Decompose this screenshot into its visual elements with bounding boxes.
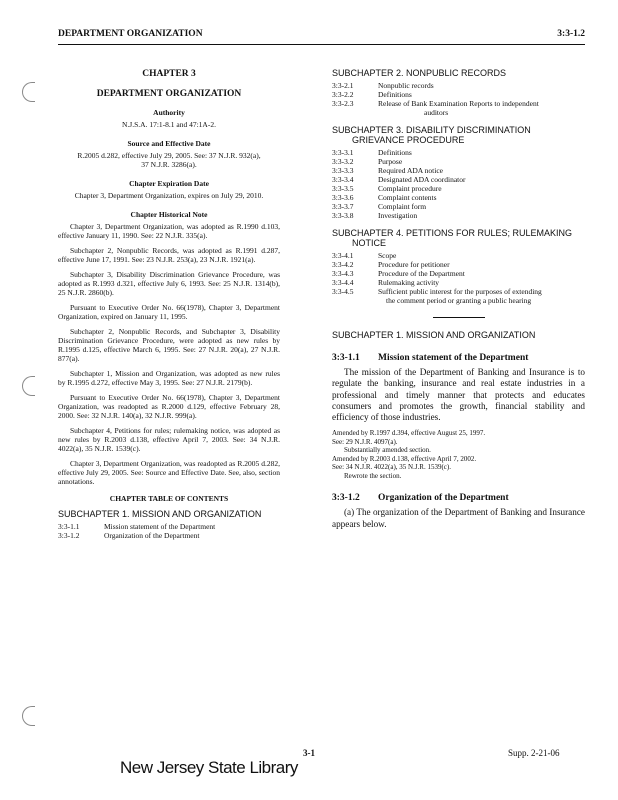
toc-entry-title: Procedure of the Department [378,268,465,278]
section-number: 3:3-1.1 [332,353,360,363]
chapter-title: DEPARTMENT ORGANIZATION [96,89,242,99]
toc-subchapter-title: SUBCHAPTER 2. NONPUBLIC RECORDS [332,68,507,78]
section-body-text: The mission of the Department of Banking and Insurance is to regulate the banking, insurance and real estate industries in a professional and timely manner that protects and educates consumers and promotes the growth, financial stability and efficiency of those industries. [332,367,585,423]
section-number: 3:3-1.2 [332,493,360,504]
toc-entry-title: Definitions [378,89,412,99]
toc-subchapter-title-continuation: NOTICE [352,238,387,248]
subchapter-heading: SUBCHAPTER 1. MISSION AND ORGANIZATION [332,329,536,340]
toc-entry-title: Rulemaking activity [378,277,440,287]
toc-subchapter-title: SUBCHAPTER 1. MISSION AND ORGANIZATION [58,509,262,519]
toc-entry-title: Investigation [378,210,418,220]
toc-entry-title: Designated ADA coordinator [378,174,466,184]
history-note: Pursuant to Executive Order No. 66(1978), Chapter 3, Department Organization, was readopted as R.2000 d.129, effective February 28, 2000. See: 32 N.J.R. 140(a), 32 N.J.R. 999(a). [58,393,280,420]
toc-entry-title: Procedure for petitioner [378,259,450,269]
toc-entry [332,260,585,269]
section-title: Organization of the Department [378,493,509,504]
toc-entry [332,148,585,157]
amendment-line: Amended by R.1997 d.394, effective August 25, 1997. [332,429,486,438]
toc-entry-number: 3:3-4.5 [332,286,354,296]
toc-entry [332,81,585,90]
history-note: Subchapter 2, Nonpublic Records, was adopted as R.1991 d.287, effective June 17, 1991. See: 23 N.J.R. 253(a), 23 N.J.R. 1921(a). [58,246,280,264]
history-note: Subchapter 3, Disability Discrimination Grievance Procedure, was adopted as R.1993 d.321, effective July 6, 1993. See: 25 N.J.R. 1314(b), 25 N.J.R. 2860(b). [58,270,280,297]
toc-entry-title: Organization of the Department [104,530,200,540]
toc-entry [332,287,585,305]
toc-entry [58,522,280,531]
left-column [58,68,280,548]
page-number: 3-1 [303,748,315,758]
toc-entry-title: Purpose [378,156,403,166]
amendment-description: Rewrote the section. [344,471,402,480]
toc-heading: CHAPTER TABLE OF CONTENTS [109,494,229,503]
history-heading: Chapter Historical Note [130,210,208,219]
right-column [332,68,585,536]
toc-entry-title [378,287,585,305]
toc-list [332,81,585,117]
toc-entry-number: 3:3-4.3 [332,268,354,278]
toc-entry-title: Definitions [378,147,412,157]
toc-entry-number: 3:3-4.4 [332,277,354,287]
punch-hole-mark [22,706,35,726]
expiration-heading: Chapter Expiration Date [129,179,209,188]
toc-entry-title-continuation: the comment period or granting a public hearing [386,295,532,305]
toc-entry-title: Complaint form [378,201,427,211]
toc-entry [332,193,585,202]
toc-entry-number: 3:3-4.1 [332,250,354,260]
toc-entry-title: Mission statement of the Department [104,521,216,531]
toc-entry [332,99,585,117]
section-title: Mission statement of the Department [378,353,529,363]
toc-subchapter-title-continuation: GRIEVANCE PROCEDURE [352,135,465,145]
punch-hole-mark [22,82,35,102]
toc-entry [332,278,585,287]
toc-entry-title-continuation: auditors [424,107,449,117]
toc-entry [332,175,585,184]
toc-entry-number: 3:3-3.5 [332,183,354,193]
chapter-number: CHAPTER 3 [142,69,196,79]
toc-entry [332,202,585,211]
toc-entry-number: 3:3-2.2 [332,89,354,99]
toc-entry-title: Complaint contents [378,192,437,202]
toc-entry-number: 3:3-1.1 [58,521,80,531]
toc-entry-title: Complaint procedure [378,183,442,193]
history-note: Chapter 3, Department Organization, was adopted as R.1990 d.103, effective January 11, 1990. See: 22 N.J.R. 335(a). [58,222,280,240]
toc-list [332,148,585,220]
header-section-number: 3:3-1.2 [557,29,585,39]
toc-entry-number: 3:3-3.3 [332,165,354,175]
amendment-description: Substantially amended section. [344,446,431,455]
library-stamp: New Jersey State Library [120,758,298,777]
section-heading [332,354,585,363]
amendment-citation: See: 34 N.J.R. 4022(a), 35 N.J.R. 1539(c). [332,463,451,472]
authority-text: N.J.S.A. 17:1-8.1 and 47:1A-2. [122,120,216,129]
toc-entry-title: Nonpublic records [378,80,434,90]
toc-entry-number: 3:3-2.3 [332,98,354,108]
punch-hole-mark [22,376,35,396]
toc-entry-title-line: Release of Bank Examination Reports to independent [378,98,539,108]
toc-entry-title [378,99,585,117]
toc-list [58,522,280,540]
toc-entry [332,251,585,260]
toc-entry-number: 3:3-3.7 [332,201,354,211]
source-text: R.2005 d.282, effective July 29, 2005. See: 37 N.J.R. 932(a), 37 N.J.R. 3286(a). [77,151,261,169]
toc-entry [58,531,280,540]
toc-subchapter-title: SUBCHAPTER 4. PETITIONS FOR RULES; RULEMAKING [332,227,573,238]
toc-entry-number: 3:3-4.2 [332,259,354,269]
header-title: DEPARTMENT ORGANIZATION [58,29,203,39]
toc-entry [332,269,585,278]
amendment-citation: See: 29 N.J.R. 4097(a). [332,437,398,446]
toc-entry [332,90,585,99]
expiration-text: Chapter 3, Department Organization, expires on July 29, 2010. [74,191,264,200]
toc-entry-number: 3:3-1.2 [58,530,80,540]
history-note: Subchapter 1, Mission and Organization, was adopted as new rules by R.1995 d.272, effective May 3, 1995. See: 27 N.J.R. 2179(b). [58,369,280,387]
section-divider [433,317,485,318]
toc-entry-number: 3:3-3.1 [332,147,354,157]
toc-entry-number: 3:3-3.6 [332,192,354,202]
toc-entry-title: Required ADA notice [378,165,443,175]
header-rule [58,44,585,45]
toc-entry [332,211,585,220]
toc-subchapter-title: SUBCHAPTER 3. DISABILITY DISCRIMINATION [332,124,531,135]
toc-entry [332,157,585,166]
supplement-date: Supp. 2-21-06 [508,748,560,758]
history-note: Pursuant to Executive Order No. 66(1978), Chapter 3, Department Organization, expired on January 11, 1995. [58,303,280,321]
section-heading [332,494,585,503]
toc-entry-number: 3:3-3.8 [332,210,354,220]
authority-heading: Authority [153,108,185,117]
toc-entry [332,184,585,193]
toc-entry-number: 3:3-2.1 [332,80,354,90]
toc-entry-number: 3:3-3.4 [332,174,354,184]
history-note: Subchapter 4, Petitions for rules; rulemaking notice, was adopted as new rules by R.2003 d.138, effective April 7, 2003. See: 34 N.J.R. 4022(a), 35 N.J.R. 1539(c). [58,426,280,453]
toc-entry-number: 3:3-3.2 [332,156,354,166]
history-note: Chapter 3, Department Organization, was readopted as R.2005 d.282, effective July 29, 2005. See: Source and Effective Date. See, also, section annotations. [58,459,280,486]
toc-entry [332,166,585,175]
source-heading: Source and Effective Date [127,139,211,148]
section-body-text: (a) The organization of the Department of Banking and Insurance appears below. [332,507,585,529]
history-note: Subchapter 2, Nonpublic Records, and Subchapter 3, Disability Discrimination Grievance Procedure, were adopted as new rules by R.1995 d.125, effective March 6, 1995. See: 27 N.J.R. 20(a), 27 N.J.R. 877(a). [58,327,280,363]
amendment-line: Amended by R.2003 d.138, effective April 7, 2002. [332,454,477,463]
amendment-notes [332,429,585,480]
toc-entry-title-line: Sufficient public interest for the purposes of extending [378,286,542,296]
toc-entry-title: Scope [378,250,397,260]
toc-list [332,251,585,305]
